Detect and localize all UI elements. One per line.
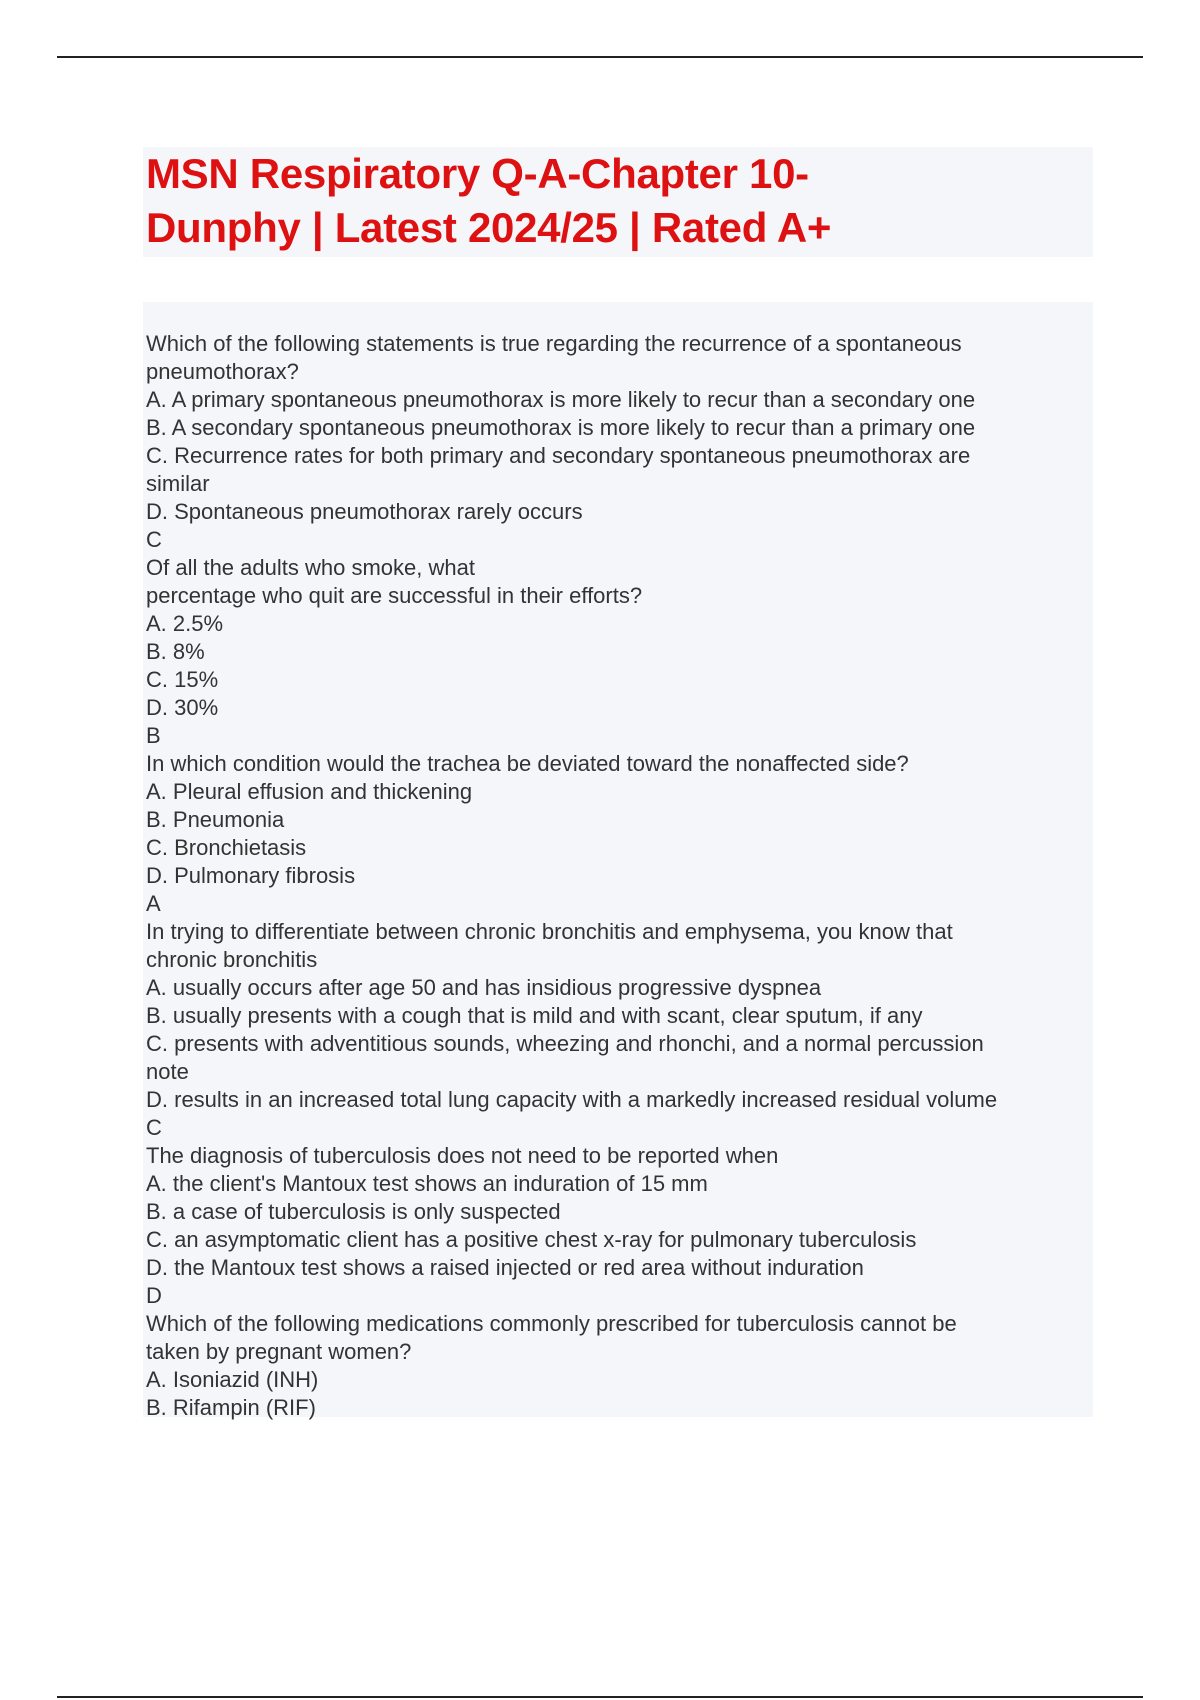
question-stem-line: taken by pregnant women? — [146, 1339, 412, 1364]
question-stem-line: In trying to differentiate between chronic bronchitis and emphysema, you know that — [146, 919, 953, 944]
answer-option-line: A. A primary spontaneous pneumothorax is more likely to recur than a secondary one — [146, 387, 976, 412]
bottom-rule — [57, 1696, 1143, 1698]
answer-option-line: C. Recurrence rates for both primary and secondary spontaneous pneumothorax are — [146, 443, 971, 468]
question-item — [146, 330, 1091, 554]
correct-answer: A — [146, 891, 161, 916]
question-stem-line: pneumothorax? — [146, 359, 299, 384]
answer-option-line: A. 2.5% — [146, 611, 224, 636]
correct-answer: C — [146, 527, 162, 552]
title-line: Dunphy | Latest 2024/25 | Rated A+ — [146, 204, 832, 251]
answer-option-line: A. Isoniazid (INH) — [146, 1367, 319, 1392]
answer-option-line: B. a case of tuberculosis is only suspected — [146, 1199, 561, 1224]
question-list — [146, 330, 1091, 1422]
answer-option-line: C. presents with adventitious sounds, wheezing and rhonchi, and a normal percussion — [146, 1031, 984, 1056]
answer-option-line: B. A secondary spontaneous pneumothorax is more likely to recur than a primary one — [146, 415, 976, 440]
question-item — [146, 750, 1091, 918]
question-stem-line: In which condition would the trachea be deviated toward the nonaffected side? — [146, 751, 909, 776]
correct-answer: C — [146, 1115, 162, 1140]
answer-option-line: B. Rifampin (RIF) — [146, 1395, 316, 1420]
question-item — [146, 554, 1091, 750]
answer-option-line: D. the Mantoux test shows a raised injected or red area without induration — [146, 1255, 864, 1280]
answer-option-line: A. the client's Mantoux test shows an induration of 15 mm — [146, 1171, 708, 1196]
question-item — [146, 1142, 1091, 1310]
answer-option-line: A. usually occurs after age 50 and has insidious progressive dyspnea — [146, 975, 822, 1000]
answer-option-line: B. 8% — [146, 639, 205, 664]
title-line: MSN Respiratory Q-A-Chapter 10- — [146, 150, 809, 197]
answer-option-line: B. Pneumonia — [146, 807, 285, 832]
question-stem-line: Of all the adults who smoke, what — [146, 555, 475, 580]
answer-option-line: D. Pulmonary fibrosis — [146, 863, 356, 888]
answer-option-line: B. usually presents with a cough that is mild and with scant, clear sputum, if any — [146, 1003, 923, 1028]
answer-option-line: C. 15% — [146, 667, 219, 692]
answer-option-line: D. 30% — [146, 695, 219, 720]
answer-option-line: C. Bronchietasis — [146, 835, 307, 860]
top-rule — [57, 56, 1143, 58]
question-item — [146, 918, 1091, 1142]
answer-option-line: similar — [146, 471, 210, 496]
question-stem-line: The diagnosis of tuberculosis does not need to be reported when — [146, 1143, 779, 1168]
question-stem-line: Which of the following medications commonly prescribed for tuberculosis cannot be — [146, 1311, 957, 1336]
correct-answer: D — [146, 1283, 162, 1308]
question-stem-line: Which of the following statements is true regarding the recurrence of a spontaneous — [146, 331, 962, 356]
answer-option-line: note — [146, 1059, 189, 1084]
answer-option-line: C. an asymptomatic client has a positive chest x-ray for pulmonary tuberculosis — [146, 1227, 917, 1252]
correct-answer: B — [146, 723, 161, 748]
title-block — [143, 147, 1093, 257]
question-stem-line: percentage who quit are successful in their efforts? — [146, 583, 643, 608]
answer-option-line: A. Pleural effusion and thickening — [146, 779, 473, 804]
answer-option-line: D. results in an increased total lung capacity with a markedly increased residual volume — [146, 1087, 998, 1112]
question-stem-line: chronic bronchitis — [146, 947, 318, 972]
document-title — [143, 147, 1093, 255]
question-item — [146, 1310, 1091, 1422]
answer-option-line: D. Spontaneous pneumothorax rarely occurs — [146, 499, 583, 524]
qa-content-block — [143, 302, 1093, 1420]
